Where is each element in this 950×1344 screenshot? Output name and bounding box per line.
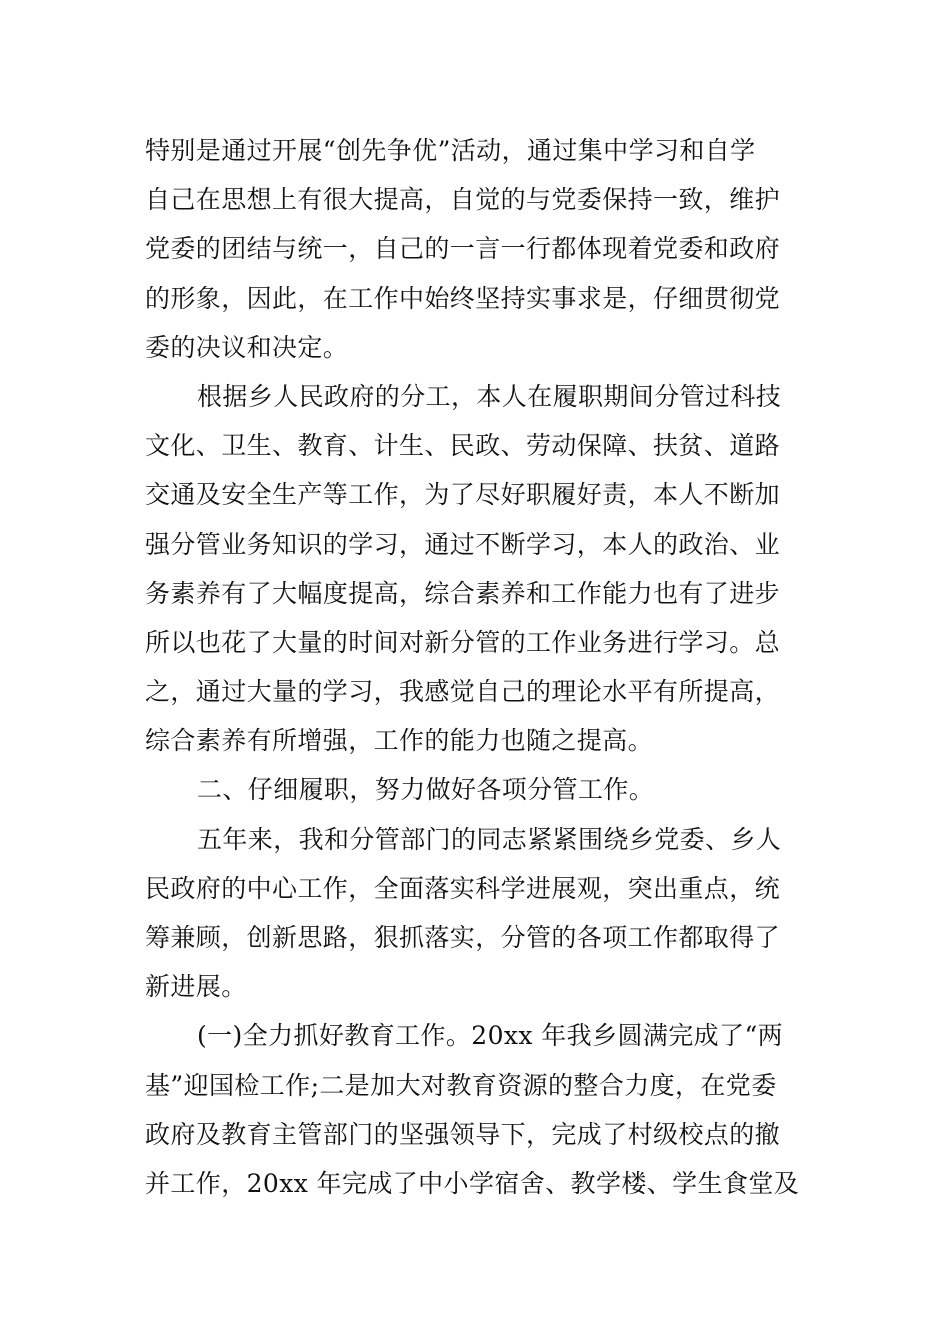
document-body [145,126,810,1208]
text-line: 委的决议和决定。 [145,332,349,362]
text-line: 自己在思想上有很大提高，自觉的与党委保持一致，维护 [145,185,781,215]
text-line: 所以也花了大量的时间对新分管的工作业务进行学习。总 [145,627,781,657]
paragraph-1 [145,126,810,372]
text-line: 强分管业务知识的学习，通过不断学习，本人的政治、业 [145,529,781,559]
text-line: 筹兼顾，创新思路，狠抓落实，分管的各项工作都取得了 [145,923,781,952]
text-line: 并工作，20xx 年完成了中小学宿舍、教学楼、学生食堂及 [145,1168,800,1198]
text-line: 文化、卫生、教育、计生、民政、劳动保障、扶贫、道路 [145,431,781,461]
text-line: 综合素养有所增强，工作的能力也随之提高。 [145,726,654,756]
paragraph-4 [145,1011,810,1208]
text-line: 根据乡人民政府的分工，本人在履职期间分管过科技 [197,381,782,411]
text-line: 特别是通过开展“创先争优”活动，通过集中学习和自学 [145,136,756,165]
text-line: 五年来，我和分管部门的同志紧紧围绕乡党委、乡人 [197,824,782,854]
text-line: 基”迎国检工作;二是加大对教育资源的整合力度，在党委 [145,1070,777,1100]
paragraph-2 [145,372,810,766]
text-line: (一)全力抓好教育工作。20xx 年我乡圆满完成了“两 [197,1021,784,1051]
text-line: 民政府的中心工作，全面落实科学进展观，突出重点，统 [145,873,781,903]
heading-line: 二、仔细履职，努力做好各项分管工作。 [197,775,655,805]
text-line: 政府及教育主管部门的坚强领导下，完成了村级校点的撤 [145,1119,781,1149]
text-line: 的形象，因此，在工作中始终坚持实事求是，仔细贯彻党 [145,283,781,313]
text-line: 之，通过大量的学习，我感觉自己的理论水平有所提高， [145,677,781,707]
section-heading-2 [145,765,810,814]
text-line: 新进展。 [145,972,247,1002]
paragraph-3 [145,815,810,1012]
text-line: 党委的团结与统一，自己的一言一行都体现着党委和政府 [145,234,781,264]
text-line: 交通及安全生产等工作，为了尽好职履好责，本人不断加 [145,480,781,510]
text-line: 务素养有了大幅度提高，综合素养和工作能力也有了进步 [145,578,781,608]
